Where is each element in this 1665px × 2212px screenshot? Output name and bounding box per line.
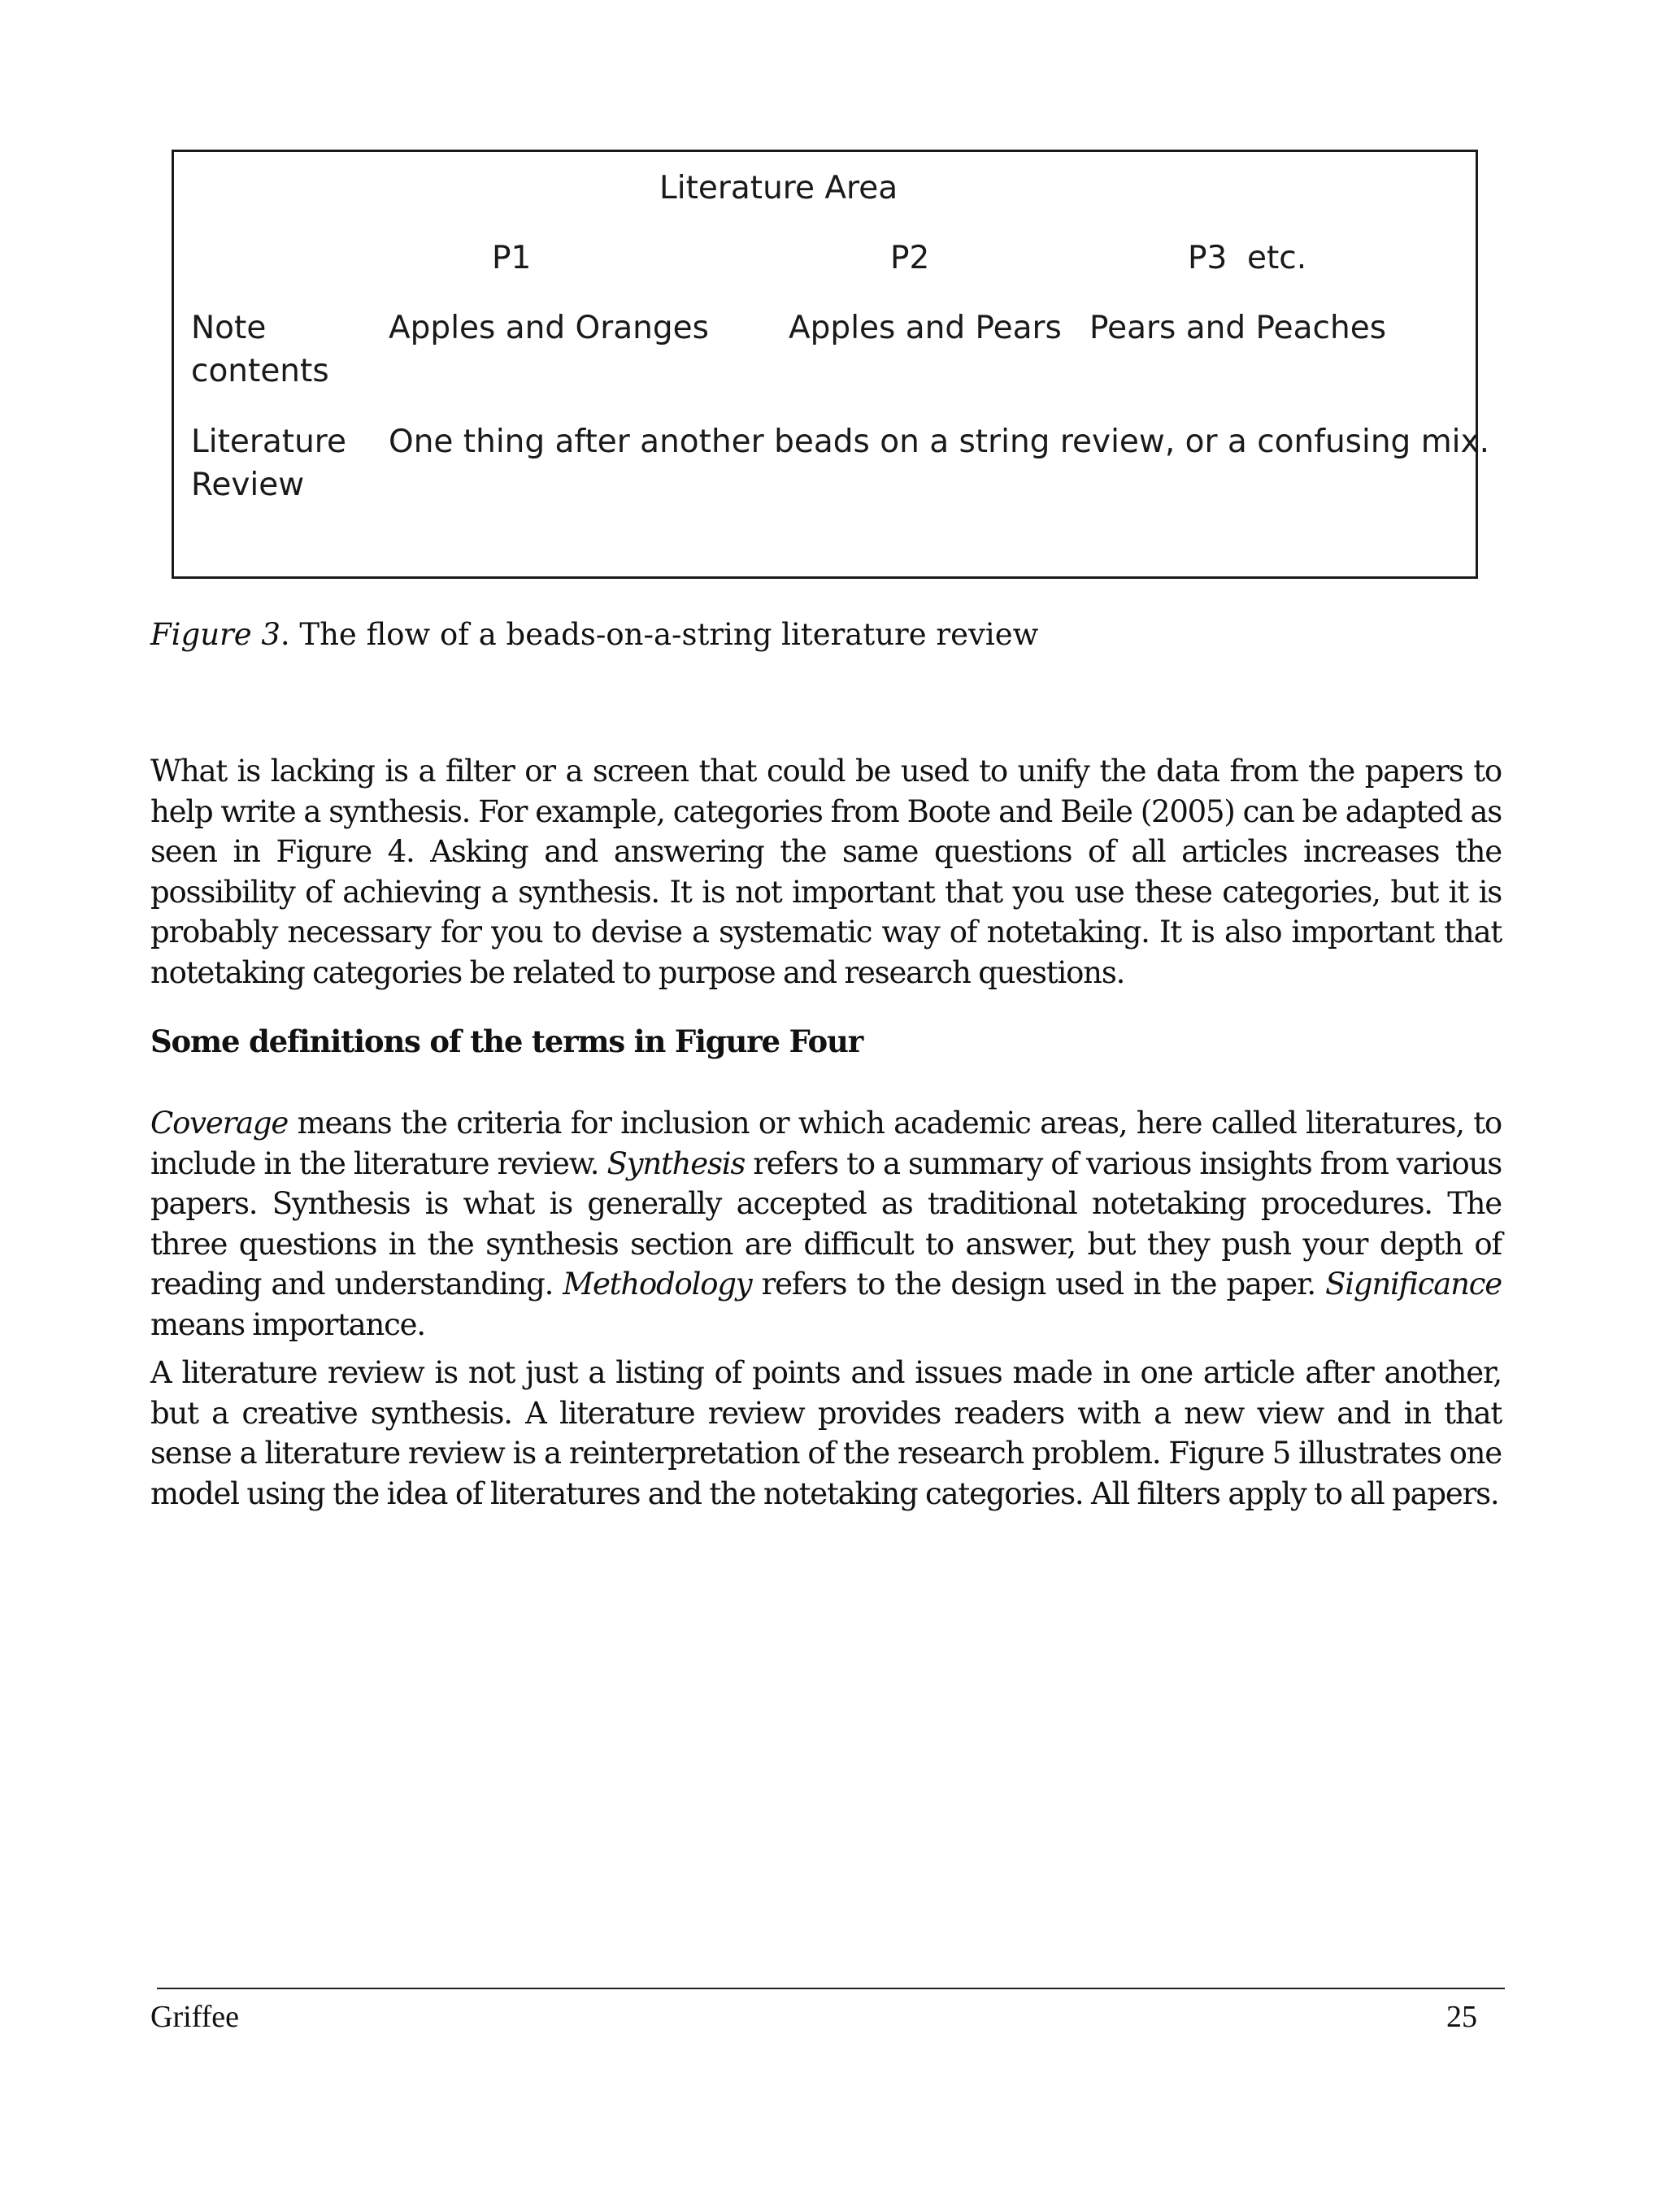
term-methodology: Methodology [563, 1267, 752, 1302]
term-synthesis: Synthesis [606, 1145, 746, 1181]
footer-rule [157, 1988, 1505, 1989]
definitions-text-3: refers to the design used in the paper. [751, 1267, 1326, 1302]
definitions-text-2: refers to a summary of various insights from various papers. Synthesis is what is generally accepted as traditional notetaking procedures. The three questions in the synthesis section are difficult to answer, but they push your depth of reading and understanding. [150, 1145, 1502, 1302]
note-cell-p2: Apples and Pears [789, 310, 1062, 346]
figure-title: Literature Area [659, 170, 898, 206]
row-label-note: Note [191, 310, 267, 346]
caption-label: Figure 3 [150, 617, 280, 652]
column-header-p2: P2 [890, 240, 930, 276]
row-label-review: Review [191, 467, 305, 503]
paragraph-filter: What is lacking is a filter or a screen that could be used to unify the data from the papers to help write a synthesis. For example, categories from Boote and Beile (2005) can be adapted as seen in Figure 4. Asking and answering the same questions of all articles increases the possibility of achieving a synthesis. It is not important that you use these categories, but it is probably necessary for you to devise a systematic way of notetaking. It is also important that notetaking categories be related to purpose and research questions. [150, 754, 1502, 990]
definitions-text-1: means the criteria for inclusion or which academic areas, here called literatures, to include in the literature review. [150, 1106, 1502, 1181]
section-heading: Some definitions of the terms in Figure Four [150, 1023, 863, 1059]
column-header-p3: P3 [1188, 240, 1228, 276]
literature-review-text: One thing after another beads on a string review, or a confusing mix. [389, 424, 1489, 460]
term-coverage: Coverage [150, 1106, 289, 1141]
page-number: 25 [1446, 2000, 1477, 2034]
paragraph-definitions [150, 1103, 1502, 1345]
row-label-literature: Literature [191, 424, 346, 460]
row-label-contents: contents [191, 353, 329, 389]
figure-3-box [172, 150, 1489, 579]
column-header-p1: P1 [492, 240, 532, 276]
note-cell-p1: Apples and Oranges [389, 310, 709, 346]
column-header-etc: etc. [1247, 240, 1307, 276]
figure-caption [150, 615, 1038, 655]
note-cell-p3: Pears and Peaches [1089, 310, 1387, 346]
term-significance: Significance [1325, 1267, 1502, 1302]
paragraph-creative-synthesis: A literature review is not just a listing of points and issues made in one article after another, but a creative synthesis. A literature review provides readers with a new view and in that sense a literature review is a reinterpretation of the research problem. Figure 5 illustrates one model using the idea of literatures and the notetaking categories. All filters apply to all papers. [150, 1355, 1502, 1511]
definitions-text-4: means importance. [150, 1306, 425, 1342]
footer-author: Griffee [150, 2000, 240, 2034]
caption-text: . The flow of a beads-on-a-string literature review [280, 617, 1039, 652]
